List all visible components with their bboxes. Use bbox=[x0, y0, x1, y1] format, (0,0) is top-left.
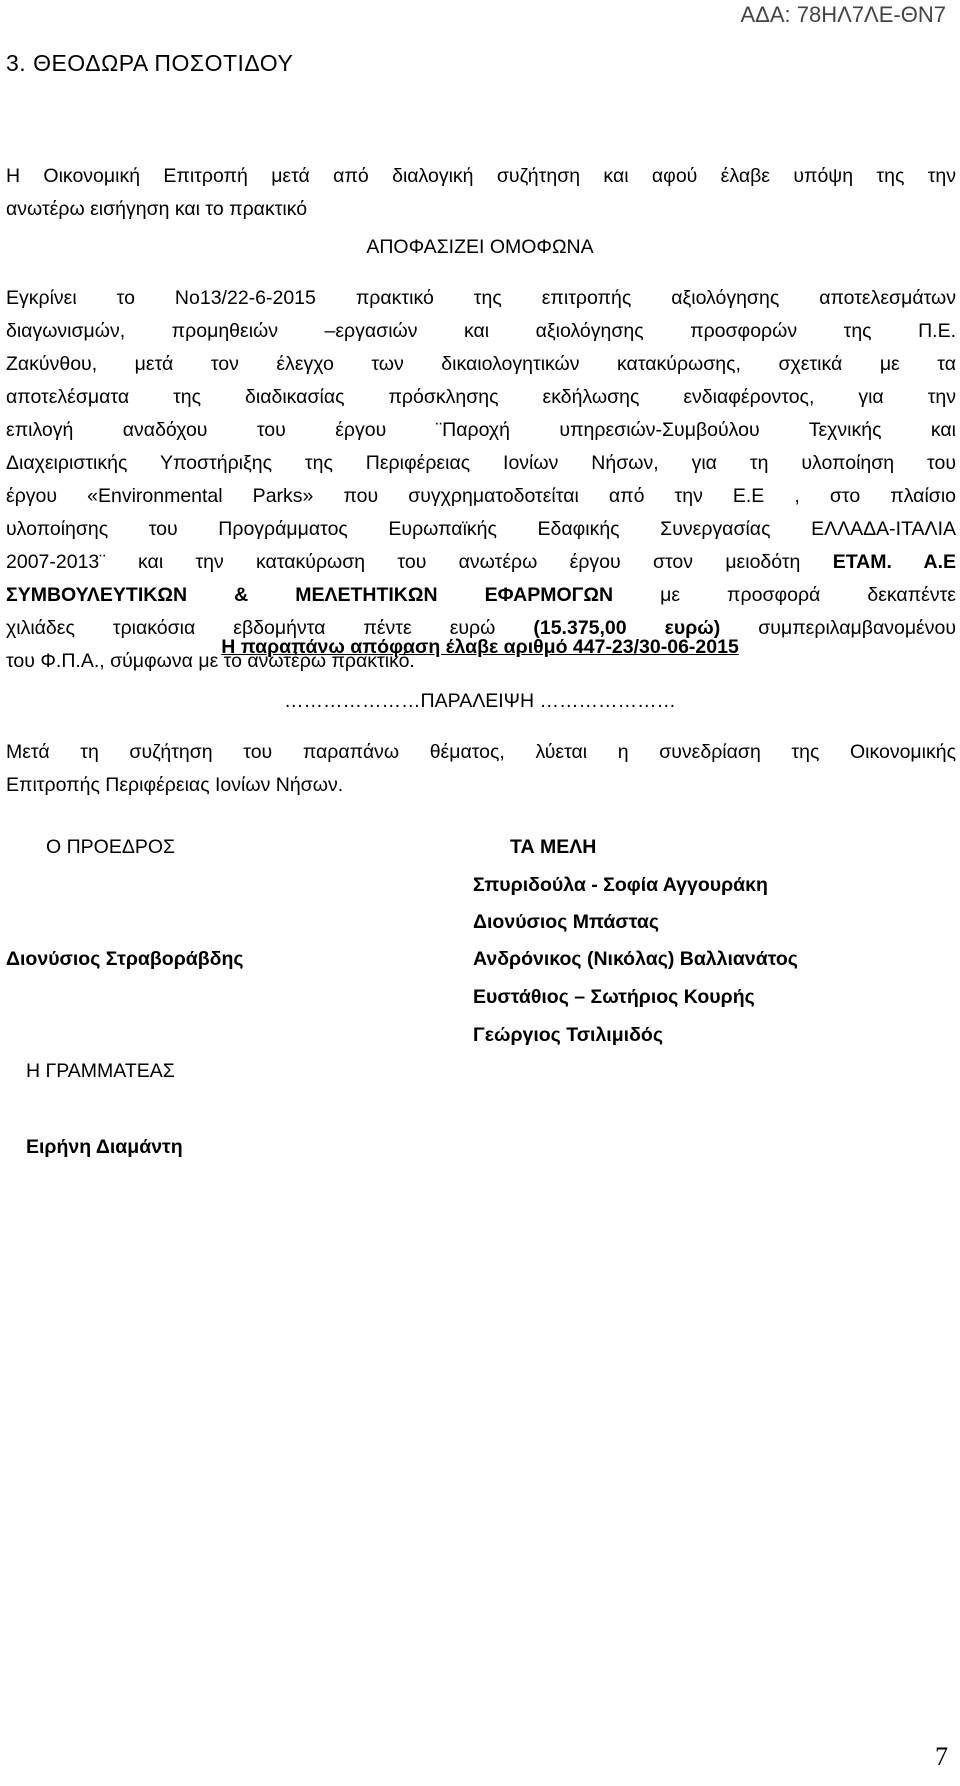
closing-line: Μετά τη συζήτηση του παραπάνω θέματος, λύεται η συνεδρίαση της Οικονομικής bbox=[6, 741, 956, 763]
contractor-name-cont: ΣΥΜΒΟΥΛΕΥΤΙΚΩΝ & ΜΕΛΕΤΗΤΙΚΩΝ ΕΦΑΡΜΟΓΩΝ bbox=[6, 584, 614, 606]
body-line: του Φ.Π.Α., σύμφωνα με το ανωτέρω πρακτικό. bbox=[6, 650, 415, 672]
secretary-title: Η ΓΡΑΜΜΑΤΕΑΣ bbox=[26, 1060, 175, 1082]
body-line: αποτελέσματα της διαδικασίας πρόσκλησης εκδήλωσης ενδιαφέροντος, για την bbox=[6, 386, 956, 408]
omission-marker: …………………ΠΑΡΑΛΕΙΨΗ ………………… bbox=[284, 690, 676, 712]
member-name: Γεώργιος Τσιλιμιδός bbox=[473, 1024, 663, 1046]
body-line: έργου «Environmental Parks» που συγχρηματοδοτείται από την Ε.Ε , στο πλαίσιο bbox=[6, 485, 956, 507]
body-text: χιλιάδες τριακόσια εβδομήντα πέντε ευρώ bbox=[6, 617, 534, 639]
member-name: Σπυριδούλα - Σοφία Αγγουράκη bbox=[473, 874, 768, 896]
body-text: συμπεριλαμβανομένου bbox=[720, 617, 957, 639]
ada-code: ΑΔΑ: 78ΗΛ7ΛΕ-ΘΝ7 bbox=[740, 2, 946, 27]
body-line: διαγωνισμών, προμηθειών –εργασιών και αξιολόγησης προσφορών της Π.Ε. bbox=[6, 320, 956, 342]
member-name: Διονύσιος Μπάστας bbox=[473, 911, 660, 933]
members-title: ΤΑ ΜΕΛΗ bbox=[510, 836, 597, 858]
decision-heading: ΑΠΟΦΑΣΙΖΕΙ ΟΜΟΦΩΝΑ bbox=[366, 236, 594, 258]
member-name: Ευστάθιος – Σωτήριος Κουρής bbox=[473, 986, 755, 1008]
closing-paragraph bbox=[6, 736, 956, 802]
body-line bbox=[6, 579, 956, 612]
president-name: Διονύσιος Στραβοράβδης bbox=[6, 948, 244, 970]
body-text: 2007-2013¨ και την κατακύρωση του ανωτέρω έργου στον μειοδότη bbox=[6, 551, 833, 573]
intro-paragraph bbox=[6, 160, 956, 226]
body-line: Ζακύνθου, μετά τον έλεγχο των δικαιολογητικών κατακύρωσης, σχετικά με τα bbox=[6, 353, 956, 375]
intro-line: Η Οικονομική Επιτροπή μετά από διαλογική συζήτηση και αφού έλαβε υπόψη της την bbox=[6, 165, 956, 187]
body-line: υλοποίησης του Προγράμματος Ευρωπαϊκής Εδαφικής Συνεργασίας ΕΛΛΑΔΑ-ΙΤΑΛΙΑ bbox=[6, 518, 956, 540]
body-line: Εγκρίνει το Νο13/22-6-2015 πρακτικό της επιτροπής αξιολόγησης αποτελεσμάτων bbox=[6, 287, 956, 309]
secretary-name: Ειρήνη Διαμάντη bbox=[26, 1136, 183, 1158]
decision-body bbox=[6, 282, 956, 678]
page-number: 7 bbox=[935, 1742, 948, 1771]
president-title: Ο ΠΡΟΕΔΡΟΣ bbox=[46, 836, 176, 858]
contractor-name: ΕΤΑΜ. Α.Ε bbox=[832, 551, 956, 573]
body-line: Διαχειριστικής Υποστήριξης της Περιφέρειας Ιονίων Νήσων, για τη υλοποίηση του bbox=[6, 452, 956, 474]
body-line: επιλογή αναδόχου του έργου ¨Παροχή υπηρεσιών-Συμβούλου Τεχνικής και bbox=[6, 419, 956, 441]
intro-line: ανωτέρω εισήγηση και το πρακτικό bbox=[6, 198, 308, 220]
offer-amount: (15.375,00 ευρώ) bbox=[533, 617, 721, 639]
body-line bbox=[6, 546, 956, 579]
section-title: 3. ΘΕΟΔΩΡΑ ΠΟΣΟΤΙΔΟΥ bbox=[6, 50, 294, 76]
decision-number: Η παραπάνω απόφαση έλαβε αριθμό 447-23/30-06-2015 bbox=[221, 636, 739, 658]
member-name: Ανδρόνικος (Νικόλας) Βαλλιανάτος bbox=[473, 948, 798, 970]
body-text: με προσφορά δεκαπέντε bbox=[613, 584, 956, 606]
closing-line: Επιτροπής Περιφέρειας Ιονίων Νήσων. bbox=[6, 774, 344, 796]
